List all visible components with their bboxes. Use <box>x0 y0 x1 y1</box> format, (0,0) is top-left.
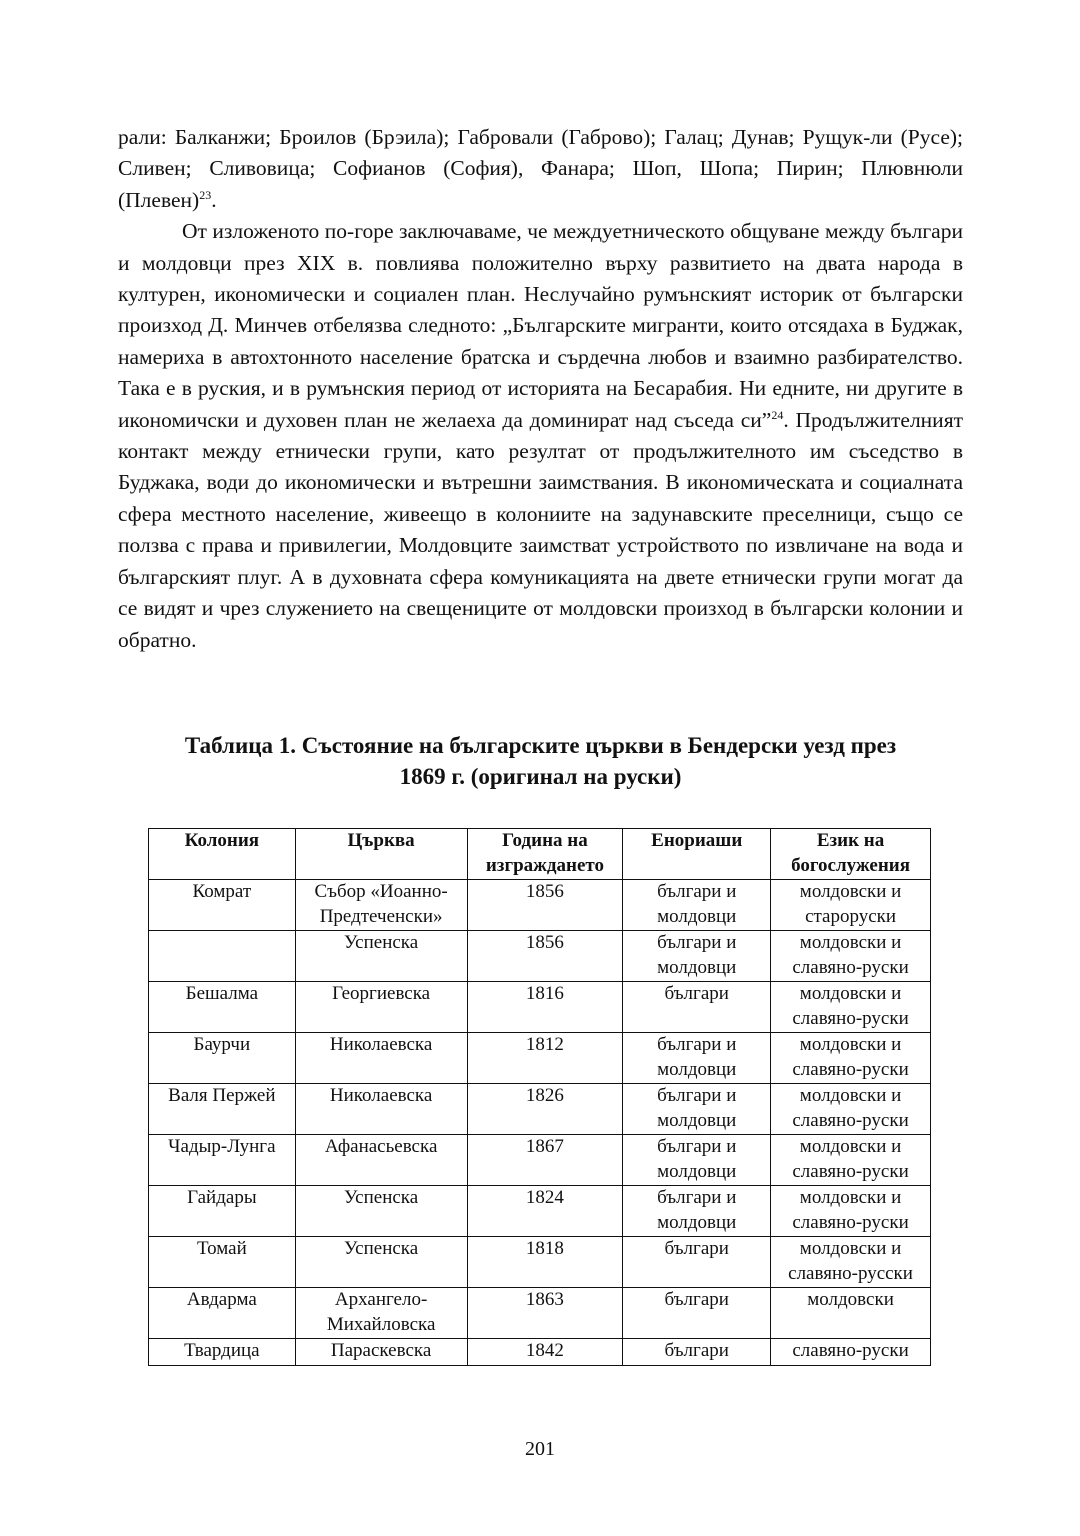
cell-parishioners: българи и молдовци <box>623 1084 771 1135</box>
table-title <box>118 730 963 792</box>
cell-parishioners: българи и молдовци <box>623 931 771 982</box>
cell-language: молдовски и славяно-русски <box>771 1237 931 1288</box>
cell-year: 1863 <box>467 1288 623 1339</box>
cell-church: Успенска <box>295 1186 467 1237</box>
churches-table <box>148 828 931 1366</box>
cell-language: молдовски и славяно-руски <box>771 931 931 982</box>
table-row <box>149 1339 931 1366</box>
cell-colony: Бешалма <box>149 982 296 1033</box>
cell-colony: Комрат <box>149 880 296 931</box>
cell-year: 1826 <box>467 1084 623 1135</box>
table-row <box>149 1186 931 1237</box>
cell-church: Успенска <box>295 931 467 982</box>
cell-church: Събор «Иоанно-Предтеченски» <box>295 880 467 931</box>
cell-language: молдовски и славяно-руски <box>771 1033 931 1084</box>
cell-church: Параскевска <box>295 1339 467 1366</box>
cell-colony: Гайдары <box>149 1186 296 1237</box>
cell-year: 1867 <box>467 1135 623 1186</box>
cell-church: Архангело-Михайловска <box>295 1288 467 1339</box>
table-row <box>149 1084 931 1135</box>
cell-language: молдовски и славяно-руски <box>771 1135 931 1186</box>
cell-colony: Твардица <box>149 1339 296 1366</box>
table-title-line-1: Таблица 1. Състояние на българските църкви в Бендерски уезд през <box>184 733 897 758</box>
cell-parishioners: българи и молдовци <box>623 1186 771 1237</box>
cell-language: молдовски <box>771 1288 931 1339</box>
cell-parishioners: българи и молдовци <box>623 880 771 931</box>
cell-language: молдовски и славяно-руски <box>771 1084 931 1135</box>
table-row <box>149 880 931 931</box>
footnote-ref-24[interactable]: 24 <box>771 407 784 422</box>
cell-parishioners: българи <box>623 1339 771 1366</box>
table-row <box>149 1033 931 1084</box>
paragraph-2-tail: . Продължителният контакт между етнически групи, като резултат от продължителното им съседство в Буджака, води до икономически и вътрешни заимствания. В икономическата и социалната сфера местното население, живеещо в колониите на задунавските преселници, също се ползва с права и привилегии, Молдовците заимстват устройството по извличане на вода и българският плуг. А в духовната сфера комуникацията на двете етнически групи могат да се видят и чрез служението на свещениците от молдовски произход в български колонии и обратно. <box>118 407 963 652</box>
paragraph-2 <box>118 216 963 656</box>
header-parishioners: Енориаши <box>623 829 771 880</box>
page-number: 201 <box>525 1438 555 1460</box>
paragraph-1 <box>118 122 963 216</box>
cell-colony <box>149 931 296 982</box>
footnote-ref-23[interactable]: 23 <box>199 187 212 202</box>
paragraph-1-text: рали: Балканжи; Броилов (Брэила); Габровали (Габрово); Галац; Дунав; Рущук-ли (Русе); Сливен; Сливовица; Софианов (София), Фанара; Шоп, Шопа; Пирин; Плювнюли (Плевен) <box>118 125 963 212</box>
paragraph-1-tail: . <box>211 187 217 212</box>
cell-church: Успенска <box>295 1237 467 1288</box>
cell-parishioners: българи и молдовци <box>623 1135 771 1186</box>
table-row <box>149 1288 931 1339</box>
cell-year: 1812 <box>467 1033 623 1084</box>
cell-language: молдовски и славяно-руски <box>771 982 931 1033</box>
header-language: Език на богослужения <box>771 829 931 880</box>
cell-colony: Томай <box>149 1237 296 1288</box>
cell-language: молдовски и славяно-руски <box>771 1186 931 1237</box>
cell-colony: Чадыр-Лунга <box>149 1135 296 1186</box>
cell-language: славяно-руски <box>771 1339 931 1366</box>
table-row <box>149 931 931 982</box>
cell-parishioners: българи <box>623 1237 771 1288</box>
table-row <box>149 1135 931 1186</box>
table-title-line-2: 1869 г. (оригинал на руски) <box>399 764 682 789</box>
cell-colony: Валя Пержей <box>149 1084 296 1135</box>
header-church: Църква <box>295 829 467 880</box>
cell-year: 1856 <box>467 931 623 982</box>
cell-year: 1856 <box>467 880 623 931</box>
table-header-row <box>149 829 931 880</box>
cell-church: Георгиевска <box>295 982 467 1033</box>
cell-colony: Авдарма <box>149 1288 296 1339</box>
cell-year: 1824 <box>467 1186 623 1237</box>
table-row <box>149 1237 931 1288</box>
cell-year: 1842 <box>467 1339 623 1366</box>
cell-church: Николаевска <box>295 1084 467 1135</box>
cell-year: 1818 <box>467 1237 623 1288</box>
body-text-block <box>118 122 963 656</box>
cell-colony: Баурчи <box>149 1033 296 1084</box>
header-colony: Колония <box>149 829 296 880</box>
cell-language: молдовски и староруски <box>771 880 931 931</box>
cell-church: Николаевска <box>295 1033 467 1084</box>
cell-parishioners: българи и молдовци <box>623 1033 771 1084</box>
cell-church: Афанасьевска <box>295 1135 467 1186</box>
table-row <box>149 982 931 1033</box>
cell-parishioners: българи <box>623 1288 771 1339</box>
paragraph-2-text: От изложеното по-горе заключаваме, че междуетническото общуване между българи и молдовци през XIX в. повлиява положително върху развитието на двата народа в културен, икономически и социален план. Неслучайно румънският историк от български произход Д. Минчев отбелязва следното: „Българските мигранти, които отсядаха в Буджак, намериха в автохтонното население братска и сърдечна любов и взаимно разбирателство. Така е в руския, и в румънския период от историята на Бесарабия. Ни едните, ни другите в икономичски и духовен план не желаеха да доминират над съседа си” <box>118 219 963 432</box>
cell-parishioners: българи <box>623 982 771 1033</box>
header-year: Година на изграждането <box>467 829 623 880</box>
cell-year: 1816 <box>467 982 623 1033</box>
